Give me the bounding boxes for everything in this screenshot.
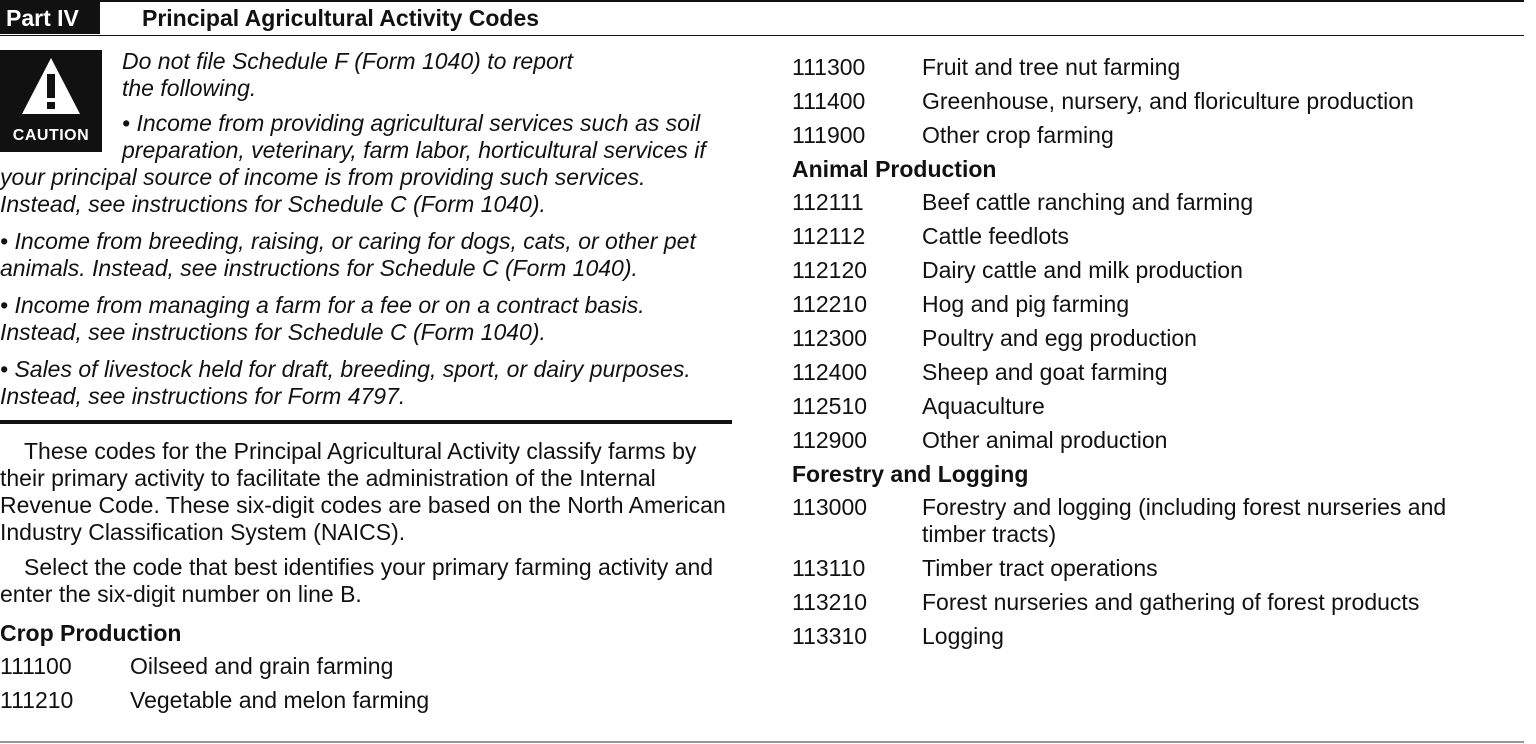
activity-code: 113110: [792, 555, 866, 581]
activity-code: 113000: [792, 494, 868, 520]
activity-code: 113210: [792, 589, 868, 615]
crop-production-heading: Crop Production: [0, 620, 182, 646]
bottom-rule: [0, 741, 1524, 743]
animal-production-heading: Animal Production: [792, 156, 997, 182]
caution-label: CAUTION: [12, 127, 90, 144]
activity-code: 112111: [792, 189, 864, 215]
code-row: [0, 687, 732, 714]
code-row: [792, 291, 1512, 318]
code-row: [792, 623, 1512, 650]
activity-description: Cattle feedlots: [922, 223, 1070, 249]
activity-description: Sheep and goat farming: [922, 359, 1168, 385]
intro-paragraph: These codes for the Principal Agricultural Activity classify farms by their primary activity to facilitate the administration of the Internal Revenue Code. These six-digit codes are based on the North American Industry Classification System (NAICS).: [0, 438, 726, 545]
left-column: [0, 48, 732, 721]
activity-description: Other crop farming: [922, 122, 1114, 148]
activity-code: 113310: [792, 623, 868, 649]
activity-description: Aquaculture: [922, 393, 1045, 419]
caution-badge: [0, 50, 102, 152]
code-row: [792, 54, 1512, 81]
activity-code: 111900: [792, 122, 866, 148]
code-row: [792, 223, 1512, 250]
code-row: [792, 257, 1512, 284]
caution-divider: [0, 420, 732, 424]
activity-code: 111400: [792, 88, 866, 114]
caution-notice: [0, 48, 732, 410]
activity-code: 112900: [792, 427, 868, 453]
right-column: [792, 54, 1512, 657]
intro-paragraph: Select the code that best identifies your primary farming activity and enter the six-digit number on line B.: [0, 554, 714, 607]
activity-code: 112210: [792, 291, 868, 317]
caution-bullet: • Income from providing agricultural services such as soil preparation, veterinary, farm labor, horticultural services if your principal source of income is from providing such services. Instead, see instructions for Schedule C (Form 1040).: [0, 110, 706, 217]
activity-description: Timber tract operations: [922, 555, 1158, 581]
activity-code: 112510: [792, 393, 868, 419]
activity-code: 111100: [0, 653, 72, 679]
activity-code: 112112: [792, 223, 866, 249]
code-row: [792, 494, 1512, 548]
activity-code: 112300: [792, 325, 868, 351]
warning-triangle-icon: [20, 56, 82, 118]
activity-code: 111300: [792, 54, 866, 80]
intro-text: [0, 438, 732, 608]
activity-code: 111210: [0, 687, 74, 713]
activity-description: Greenhouse, nursery, and floriculture production: [922, 88, 1414, 114]
code-row: [792, 122, 1512, 149]
code-row: [792, 88, 1512, 115]
caution-bullet: • Income from managing a farm for a fee or on a contract basis. Instead, see instructions for Schedule C (Form 1040).: [0, 292, 645, 345]
caution-lead: Do not file Schedule F (Form 1040) to report the following.: [122, 48, 573, 101]
activity-description: Forest nurseries and gathering of forest products: [922, 589, 1420, 615]
activity-description: Hog and pig farming: [922, 291, 1130, 317]
activity-description: Dairy cattle and milk production: [922, 257, 1243, 283]
activity-description: Vegetable and melon farming: [130, 687, 430, 713]
activity-description: Logging: [922, 623, 1004, 649]
forestry-logging-heading: Forestry and Logging: [792, 461, 1029, 487]
activity-description: Poultry and egg production: [922, 325, 1197, 351]
code-row: [792, 555, 1512, 582]
activity-description: Other animal production: [922, 427, 1168, 453]
activity-description: Fruit and tree nut farming: [922, 54, 1181, 80]
code-row: [792, 189, 1512, 216]
code-row: [792, 359, 1512, 386]
header-rule: [0, 35, 1524, 36]
code-row: [792, 393, 1512, 420]
activity-description: Forestry and logging (including forest nurseries and timber tracts): [922, 494, 1447, 547]
code-row: [0, 653, 732, 680]
part-title: Principal Agricultural Activity Codes: [142, 5, 540, 31]
caution-bullet: • Income from breeding, raising, or caring for dogs, cats, or other pet animals. Instead, see instructions for Schedule C (Form 1040).: [0, 228, 696, 281]
activity-code: 112120: [792, 257, 868, 283]
code-row: [792, 325, 1512, 352]
activity-description: Beef cattle ranching and farming: [922, 189, 1254, 215]
code-row: [792, 589, 1512, 616]
code-row: [792, 427, 1512, 454]
activity-code: 112400: [792, 359, 868, 385]
activity-description: Oilseed and grain farming: [130, 653, 394, 679]
part-label: Part IV: [0, 2, 100, 34]
caution-bullet: • Sales of livestock held for draft, breeding, sport, or dairy purposes. Instead, see instructions for Form 4797.: [0, 356, 691, 409]
